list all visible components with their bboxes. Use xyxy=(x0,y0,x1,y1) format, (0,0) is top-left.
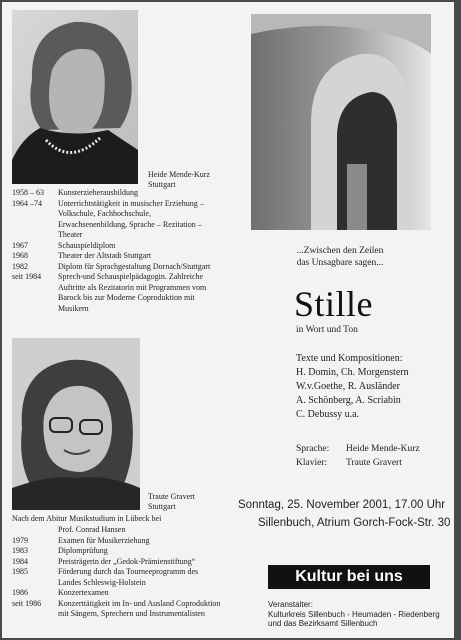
composer-line: H. Domin, Ch. Morgenstern xyxy=(296,367,409,378)
composer-line: A. Schönberg, A. Scriabin xyxy=(296,395,401,406)
bio-year: 1985 xyxy=(12,567,28,576)
composer-list xyxy=(296,366,409,422)
bio-entry xyxy=(12,262,217,273)
bio-text: Kunsterzieherausbildung xyxy=(58,188,138,197)
bio-year: seit 1984 xyxy=(12,272,42,281)
bio-text: Sprech-und Schauspielpädagogin. Zahlreiche Auftritte als Rezitatorin mit Programmen vom Barock bis zur Moderne Coproduktion mit Musikern xyxy=(58,272,207,313)
bio-year: 1967 xyxy=(12,240,28,250)
caption-name: Traute Gravert xyxy=(148,492,196,501)
organizer-line-2: und das Bezirksamt Sillenbuch xyxy=(268,619,378,628)
bio-year: seit 1986 xyxy=(12,598,42,608)
bio-traute xyxy=(12,525,222,620)
portrait-photo-traute xyxy=(12,338,140,510)
composer-line: C. Debussy u.a. xyxy=(296,409,360,420)
bio-text: Preisträgerin der „Gedok-Prämienstiftung“ xyxy=(58,556,196,566)
bio-entry xyxy=(12,199,217,241)
bio-text: Schauspieldiplom xyxy=(58,240,116,250)
bio-heide xyxy=(12,188,217,314)
bio-text: Prof. Conrad Hansen xyxy=(58,525,126,534)
event-title: Stille xyxy=(294,284,374,324)
bio-text: Förderung durch das Tourneeprogramm des Landes Schleswig-Holstein xyxy=(58,567,199,587)
bio-entry xyxy=(12,188,217,199)
caption-traute xyxy=(148,492,195,512)
bio-text: Diplom für Sprachgestaltung Dornach/Stuttgart xyxy=(58,261,211,271)
caption-name: Heide Mende-Kurz xyxy=(148,170,210,179)
performer-name: Traute Gravert xyxy=(346,458,402,468)
bio-year: 1958 – 63 xyxy=(12,188,44,197)
bio-year: 1984 xyxy=(12,556,28,566)
tagline xyxy=(260,245,420,269)
bio-year: 1983 xyxy=(12,546,28,555)
bio-year: 1979 xyxy=(12,535,28,545)
performer-name: Heide Mende-Kurz xyxy=(346,444,420,454)
bio-year: 1982 xyxy=(12,261,28,271)
kultur-banner: Kultur bei uns xyxy=(268,565,430,589)
caption-city: Stuttgart xyxy=(148,180,176,189)
caption-city: Stuttgart xyxy=(148,502,176,511)
bio-entry xyxy=(12,599,222,620)
event-subtitle: in Wort und Ton xyxy=(296,325,358,335)
performer-row xyxy=(296,456,420,470)
bio-year xyxy=(12,525,58,536)
portrait-photo-heide xyxy=(12,10,138,184)
bio-year: 1968 xyxy=(12,251,28,260)
bio-entry xyxy=(12,546,222,557)
bio-text: Unterrichtstätigkeit in musischer Erziehung – Volkschule, Fachhochschule, Erwachsenenbildung, Sprache – Rezitation – Theater xyxy=(58,198,204,239)
performer-row xyxy=(296,442,420,456)
bio-entry xyxy=(12,251,217,262)
event-location: Sillenbuch, Atrium Gorch-Fock-Str. 30 xyxy=(258,517,451,529)
architecture-photo xyxy=(251,14,431,230)
bio-entry xyxy=(12,272,217,314)
performer-role: Sprache: xyxy=(296,444,330,454)
tagline-line-2: das Unsagbare sagen... xyxy=(296,258,384,268)
bio-entry xyxy=(12,588,222,599)
bio-year: 1964 –74 xyxy=(12,198,42,208)
bio-year: 1986 xyxy=(12,588,28,597)
organizer-label: Veranstalter: xyxy=(268,600,313,609)
bio-text: Konzertexamen xyxy=(58,588,109,597)
bio-text: Theater der Altstadt Stuttgart xyxy=(58,251,152,260)
flyer-page xyxy=(2,2,454,638)
composer-line: W.v.Goethe, R. Ausländer xyxy=(296,381,400,392)
bio-text: Konzerttätigkeit im In- und Ausland Coproduktion mit Sängern, Sprechern und Instrumentalisten xyxy=(58,598,221,618)
performer-role: Klavier: xyxy=(296,458,328,468)
bio-entry xyxy=(12,557,222,568)
performer-list xyxy=(296,442,420,470)
bio-traute-intro: Nach dem Abitur Musikstudium in Lübeck bei xyxy=(12,514,162,523)
bio-text: Diplomprüfung xyxy=(58,546,108,555)
bio-entry xyxy=(12,241,217,252)
texts-label: Texte und Kompositionen: xyxy=(296,353,403,364)
tagline-line-1: ...Zwischen den Zeilen xyxy=(296,246,384,256)
bio-text: Examen für Musikerziehung xyxy=(58,535,150,545)
bio-entry xyxy=(12,536,222,547)
caption-heide xyxy=(148,170,210,190)
program-info xyxy=(296,352,409,422)
bio-entry xyxy=(12,567,222,588)
organizer-info xyxy=(268,600,454,629)
event-date: Sonntag, 25. November 2001, 17.00 Uhr xyxy=(238,499,446,511)
bio-entry xyxy=(12,525,222,536)
organizer-line-1: Kulturkreis Sillenbuch - Heumaden - Riedenberg xyxy=(268,609,440,619)
